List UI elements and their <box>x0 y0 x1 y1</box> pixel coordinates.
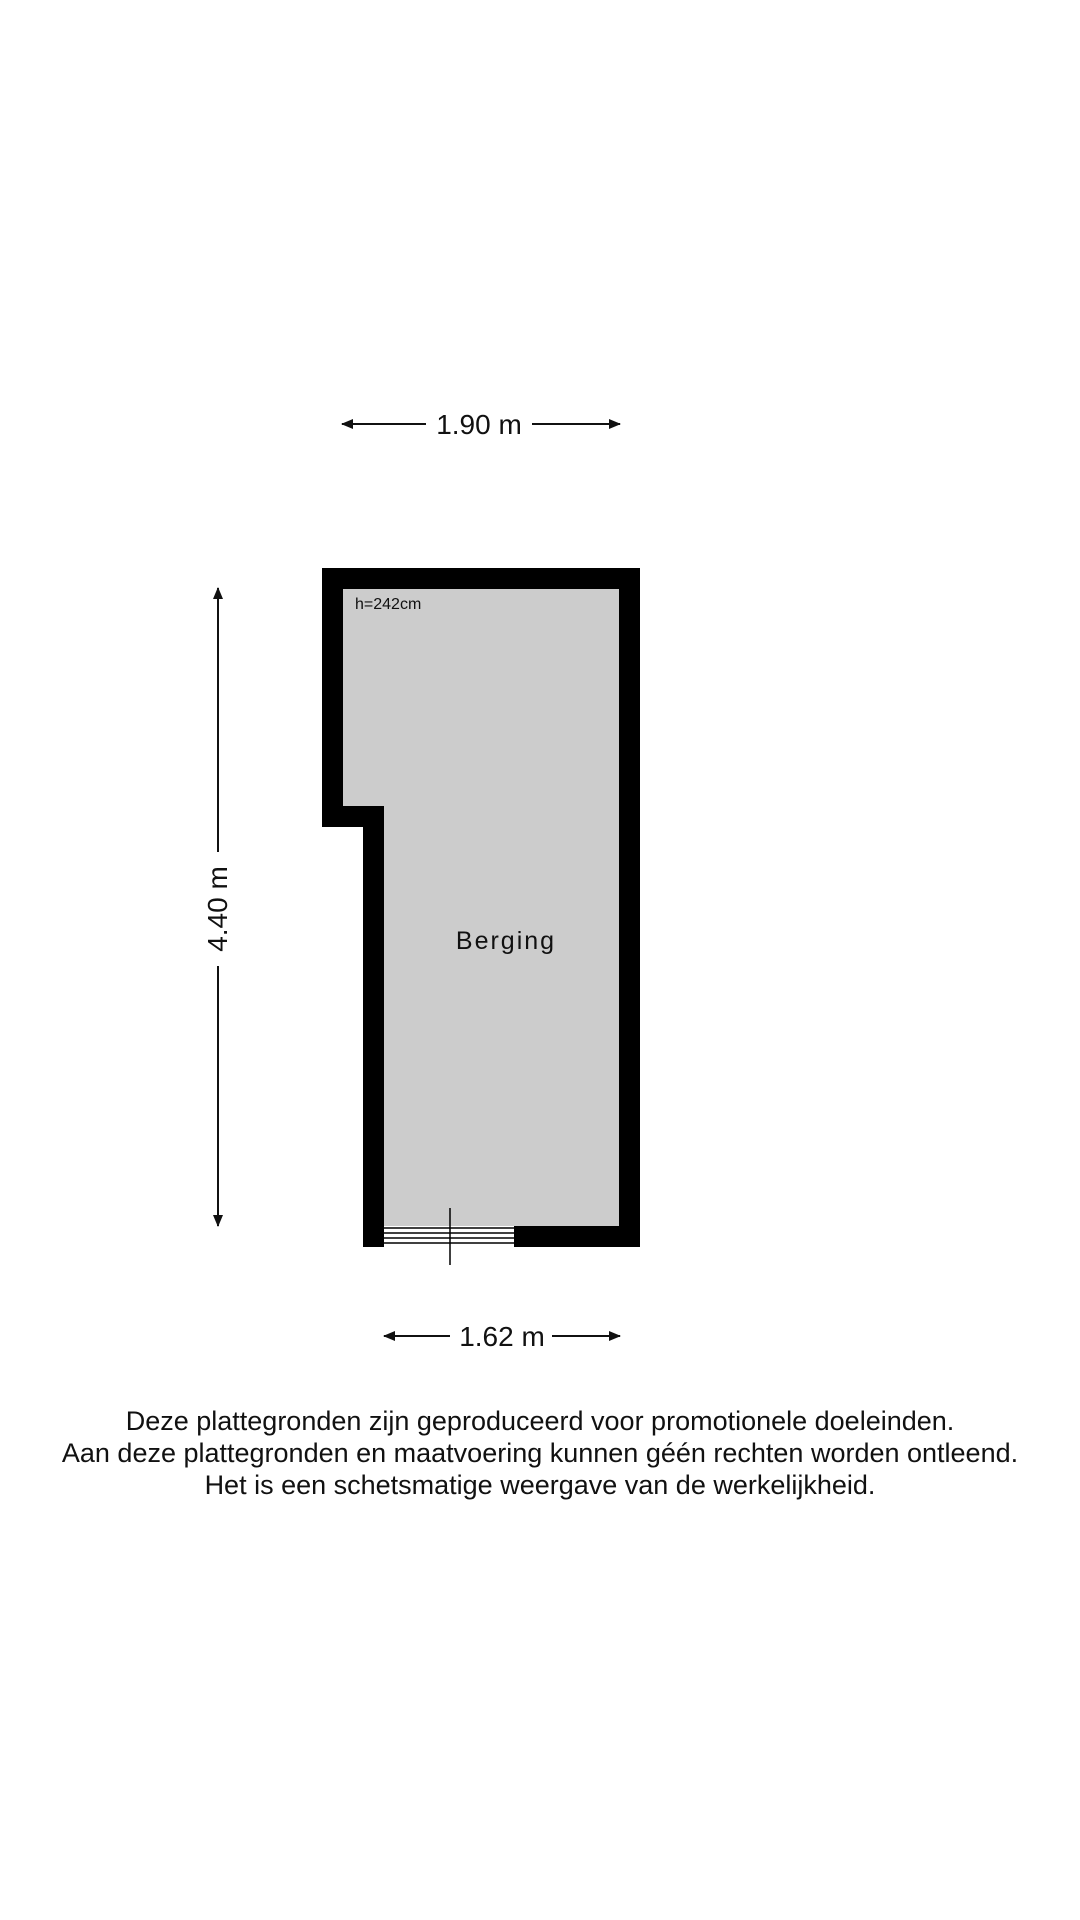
dimension-depth-label: 4.40 m <box>202 866 233 952</box>
floor-area <box>343 589 619 1226</box>
dimension-bottom-label: 1.62 m <box>459 1321 545 1352</box>
room-berging <box>322 568 640 1265</box>
room-name-label: Berging <box>455 927 557 955</box>
disclaimer-line: Het is een schetsmatige weergave van de werkelijkheid. <box>204 1470 876 1500</box>
disclaimer-line: Deze plattegronden zijn geproduceerd voor promotionele doeleinden. <box>125 1406 955 1436</box>
dimension-bottom-width <box>384 1321 620 1352</box>
dimension-top-width <box>342 409 620 440</box>
dimension-depth <box>202 588 233 1226</box>
disclaimer-line: Aan deze plattegronden en maatvoering kunnen géén rechten worden ontleend. <box>61 1438 1019 1468</box>
dimension-top-label: 1.90 m <box>436 409 522 440</box>
door-threshold <box>384 1226 514 1247</box>
disclaimer-text <box>0 1405 1080 1501</box>
ceiling-height-label: h=242cm <box>355 596 422 613</box>
